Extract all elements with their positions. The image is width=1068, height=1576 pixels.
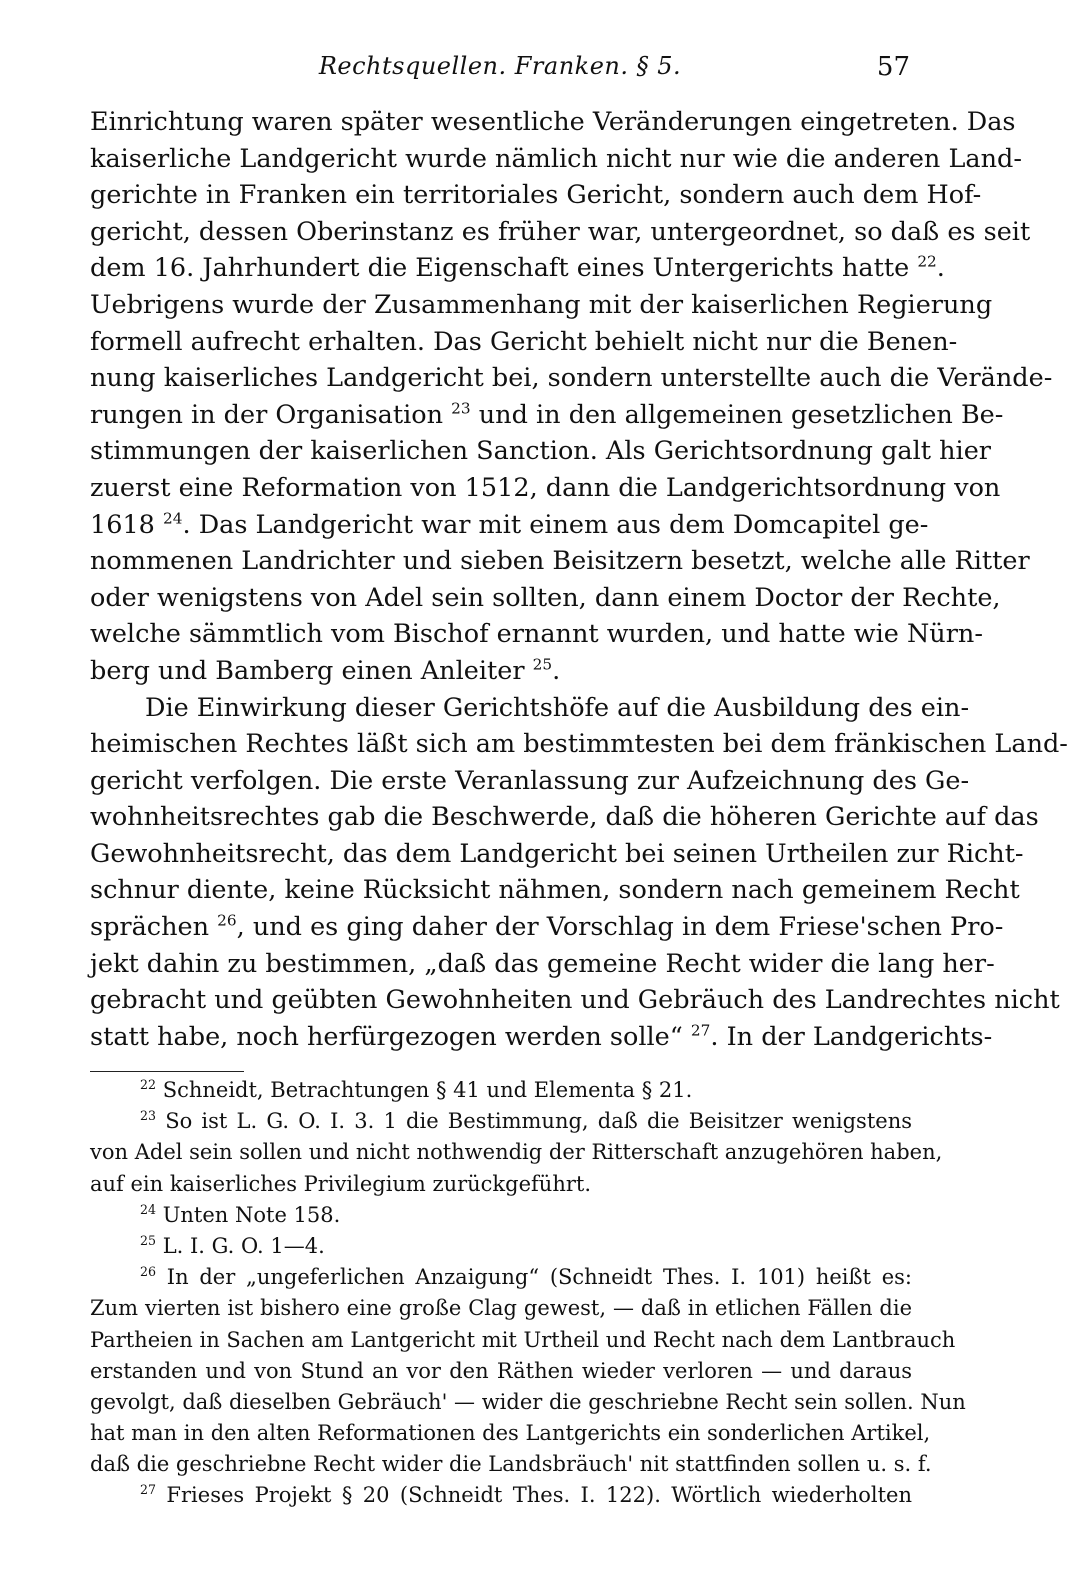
text-line: Die Einwirkung dieser Gerichtshöfe auf die Ausbildung des ein- [145, 692, 970, 723]
footnote-number: 24 [140, 1201, 157, 1217]
footnote-ref: 24 [163, 509, 183, 528]
page-header [90, 52, 910, 92]
footnote-line: $^{25}$ L. I. G. O. 1—4. [140, 1232, 325, 1258]
footnote-line: Partheien in Sachen am Lantgericht mit Urtheil und Recht nach dem Lantbrauch [90, 1327, 956, 1352]
footnote-separator [90, 1071, 244, 1072]
text-line: sprächen $^{26}$, und es ging daher der Vorschlag in dem Friese'schen Pro- [90, 911, 1004, 943]
footnote-line: $^{26}$ In der „ungeferlichen Anzaigung“ (Schneidt Thes. I. 101) heißt es: [140, 1264, 912, 1290]
text-line: gerichte in Franken ein territoriales Gericht, sondern auch dem Hof- [90, 180, 982, 211]
text-line: jekt dahin zu bestimmen, „daß das gemeine Recht wider die lang her- [90, 948, 995, 979]
footnote-line: Zum vierten ist bishero eine große Clag gewest, — daß in etlichen Fällen die [90, 1296, 912, 1321]
footnote-ref: 27 [690, 1021, 711, 1040]
footnote-line: daß die geschriebne Recht wider die Landsbräuch' nit stattfinden sollen u. s. f. [90, 1452, 932, 1477]
footnote-line: $^{27}$ Frieses Projekt § 20 (Schneidt Thes. I. 122). Wörtlich wiederholten [140, 1482, 912, 1508]
page-number: 57 [876, 52, 910, 82]
footnote-ref: 26 [217, 911, 237, 930]
footnote-line: auf ein kaiserliches Privilegium zurückgeführt. [90, 1171, 592, 1196]
text-line: zuerst eine Reformation von 1512, dann die Landgerichtsordnung von [90, 472, 1001, 503]
footnote-ref: 23 [451, 399, 471, 418]
text-line: heimischen Rechtes läßt sich am bestimmtesten bei dem fränkischen Land- [90, 729, 1068, 760]
running-title: Rechtsquellen. Franken. § 5. [318, 52, 682, 80]
footnote-line: von Adel sein sollen und nicht nothwendig der Ritterschaft anzugehören haben, [90, 1140, 943, 1165]
footnote-line: erstanden und von Stund an vor den Räthen wieder verloren — und daraus [90, 1358, 912, 1383]
footnote-ref: 22 [917, 252, 937, 271]
text-line: nommenen Landrichter und sieben Beisitzern besetzt, welche alle Ritter [90, 546, 1030, 577]
text-line: Gewohnheitsrecht, das dem Landgericht bei seinen Urtheilen zur Richt- [90, 838, 1024, 869]
footnote-number: 25 [140, 1232, 157, 1248]
main-text [90, 104, 1068, 1055]
footnote-line: $^{22}$ Schneidt, Betrachtungen § 41 und Elementa § 21. [140, 1077, 693, 1102]
text-line: berg und Bamberg einen Anleiter $^{25}$. [90, 655, 561, 686]
text-line: gericht, dessen Oberinstanz es früher war, untergeordnet, so daß es seit [90, 216, 1031, 247]
footnote-number: 23 [140, 1108, 157, 1124]
text-line: wohnheitsrechtes gab die Beschwerde, daß die höheren Gerichte auf das [90, 802, 1039, 833]
footnote-number: 22 [140, 1077, 157, 1092]
text-line: oder wenigstens von Adel sein sollten, dann einem Doctor der Rechte, [90, 582, 1001, 613]
text-line: gebracht und geübten Gewohnheiten und Gebräuch des Landrechtes nicht [90, 985, 1060, 1016]
text-line: rungen in der Organisation $^{23}$ und in den allgemeinen gesetzlichen Be- [90, 399, 1004, 430]
footnote-line: hat man in den alten Reformationen des Lantgerichts ein sonderlichen Artikel, [90, 1421, 931, 1446]
text-line: formell aufrecht erhalten. Das Gericht behielt nicht nur die Benen- [90, 326, 958, 357]
text-line: welche sämmtlich vom Bischof ernannt wurden, und hatte wie Nürn- [90, 619, 983, 650]
footnote-line: gevolgt, daß dieselben Gebräuch' — wider die geschriebne Recht sein sollen. Nun [90, 1389, 966, 1414]
text-line: 1618 $^{24}$. Das Landgericht war mit einem aus dem Domcapitel ge- [90, 509, 929, 540]
text-line: Einrichtung waren später wesentliche Veränderungen eingetreten. Das [90, 107, 1016, 137]
footnote-number: 27 [140, 1482, 157, 1498]
footnote-line: $^{24}$ Unten Note 158. [140, 1201, 341, 1227]
text-line: dem 16. Jahrhundert die Eigenschaft eines Untergerichts hatte $^{22}$. [90, 252, 945, 284]
text-line: Uebrigens wurde der Zusammenhang mit der kaiserlichen Regierung [90, 289, 993, 320]
text-line: schnur diente, keine Rücksicht nähmen, sondern nach gemeinem Recht [90, 875, 1020, 906]
text-line: gericht verfolgen. Die erste Veranlassung zur Aufzeichnung des Ge- [90, 765, 970, 796]
footnote-line: $^{23}$ So ist L. G. O. I. 3. 1 die Bestimmung, daß die Beisitzer wenigstens [140, 1108, 912, 1134]
footnote-number: 26 [140, 1264, 157, 1280]
text-line: stimmungen der kaiserlichen Sanction. Als Gerichtsordnung galt hier [90, 436, 991, 467]
text-line: nung kaiserliches Landgericht bei, sondern unterstellte auch die Verände- [90, 363, 1053, 394]
footnotes [90, 1075, 966, 1512]
text-line: kaiserliche Landgericht wurde nämlich nicht nur wie die anderen Land- [90, 143, 1022, 174]
footnote-ref: 25 [532, 655, 553, 674]
text-line: statt habe, noch herfürgezogen werden solle“ $^{27}$. In der Landgerichts- [90, 1021, 993, 1052]
